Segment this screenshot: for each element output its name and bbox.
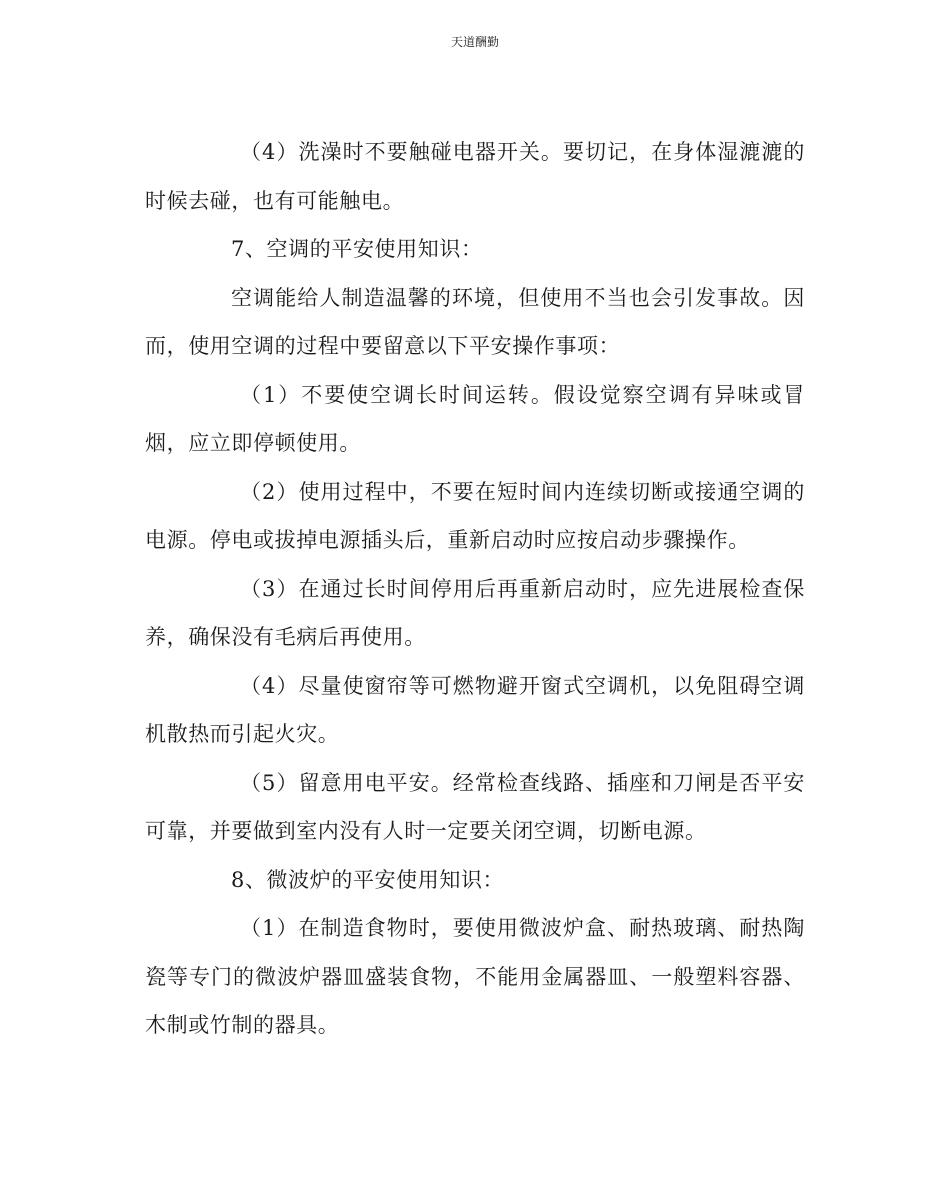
document-body	[145, 128, 805, 1050]
heading-microwave-safety: 8、微波炉的平安使用知识：	[231, 867, 505, 892]
paragraph-bathing-switch: （4）洗澡时不要触碰电器开关。要切记，在身体湿漉漉的时候去碰，也有可能触电。	[145, 140, 805, 213]
paragraph-microwave-item-1: （1）在制造食物时，要使用微波炉盒、耐热玻璃、耐热陶瓷等专门的微波炉器皿盛装食物，不能用金属器皿、一般塑料容器、木制或竹制的器具。	[145, 916, 805, 1037]
heading-air-conditioner-safety: 7、空调的平安使用知识：	[231, 237, 483, 261]
paragraph-ac-item-5: （5）留意用电平安。经常检查线路、插座和刀闸是否平安可靠，并要做到室内没有人时一定要关闭空调，切断电源。	[145, 770, 805, 843]
paragraph-ac-item-1: （1）不要使空调长时间运转。假设觉察空调有异味或冒烟，应立即停顿使用。	[145, 382, 805, 455]
paragraph-air-conditioner-intro: 空调能给人制造温馨的环境，但使用不当也会引发事故。因而，使用空调的过程中要留意以下平安操作事项：	[145, 285, 805, 358]
paragraph-ac-item-2: （2）使用过程中，不要在短时间内连续切断或接通空调的电源。停电或拔掉电源插头后，重新启动时应按启动步骤操作。	[145, 479, 805, 552]
paragraph-ac-item-4: （4）尽量使窗帘等可燃物避开窗式空调机，以免阻碍空调机散热而引起火灾。	[145, 673, 805, 746]
page-header: 天道酬勤	[450, 35, 499, 49]
paragraph-ac-item-3: （3）在通过长时间停用后再重新启动时，应先进展检查保养，确保没有毛病后再使用。	[145, 576, 805, 649]
